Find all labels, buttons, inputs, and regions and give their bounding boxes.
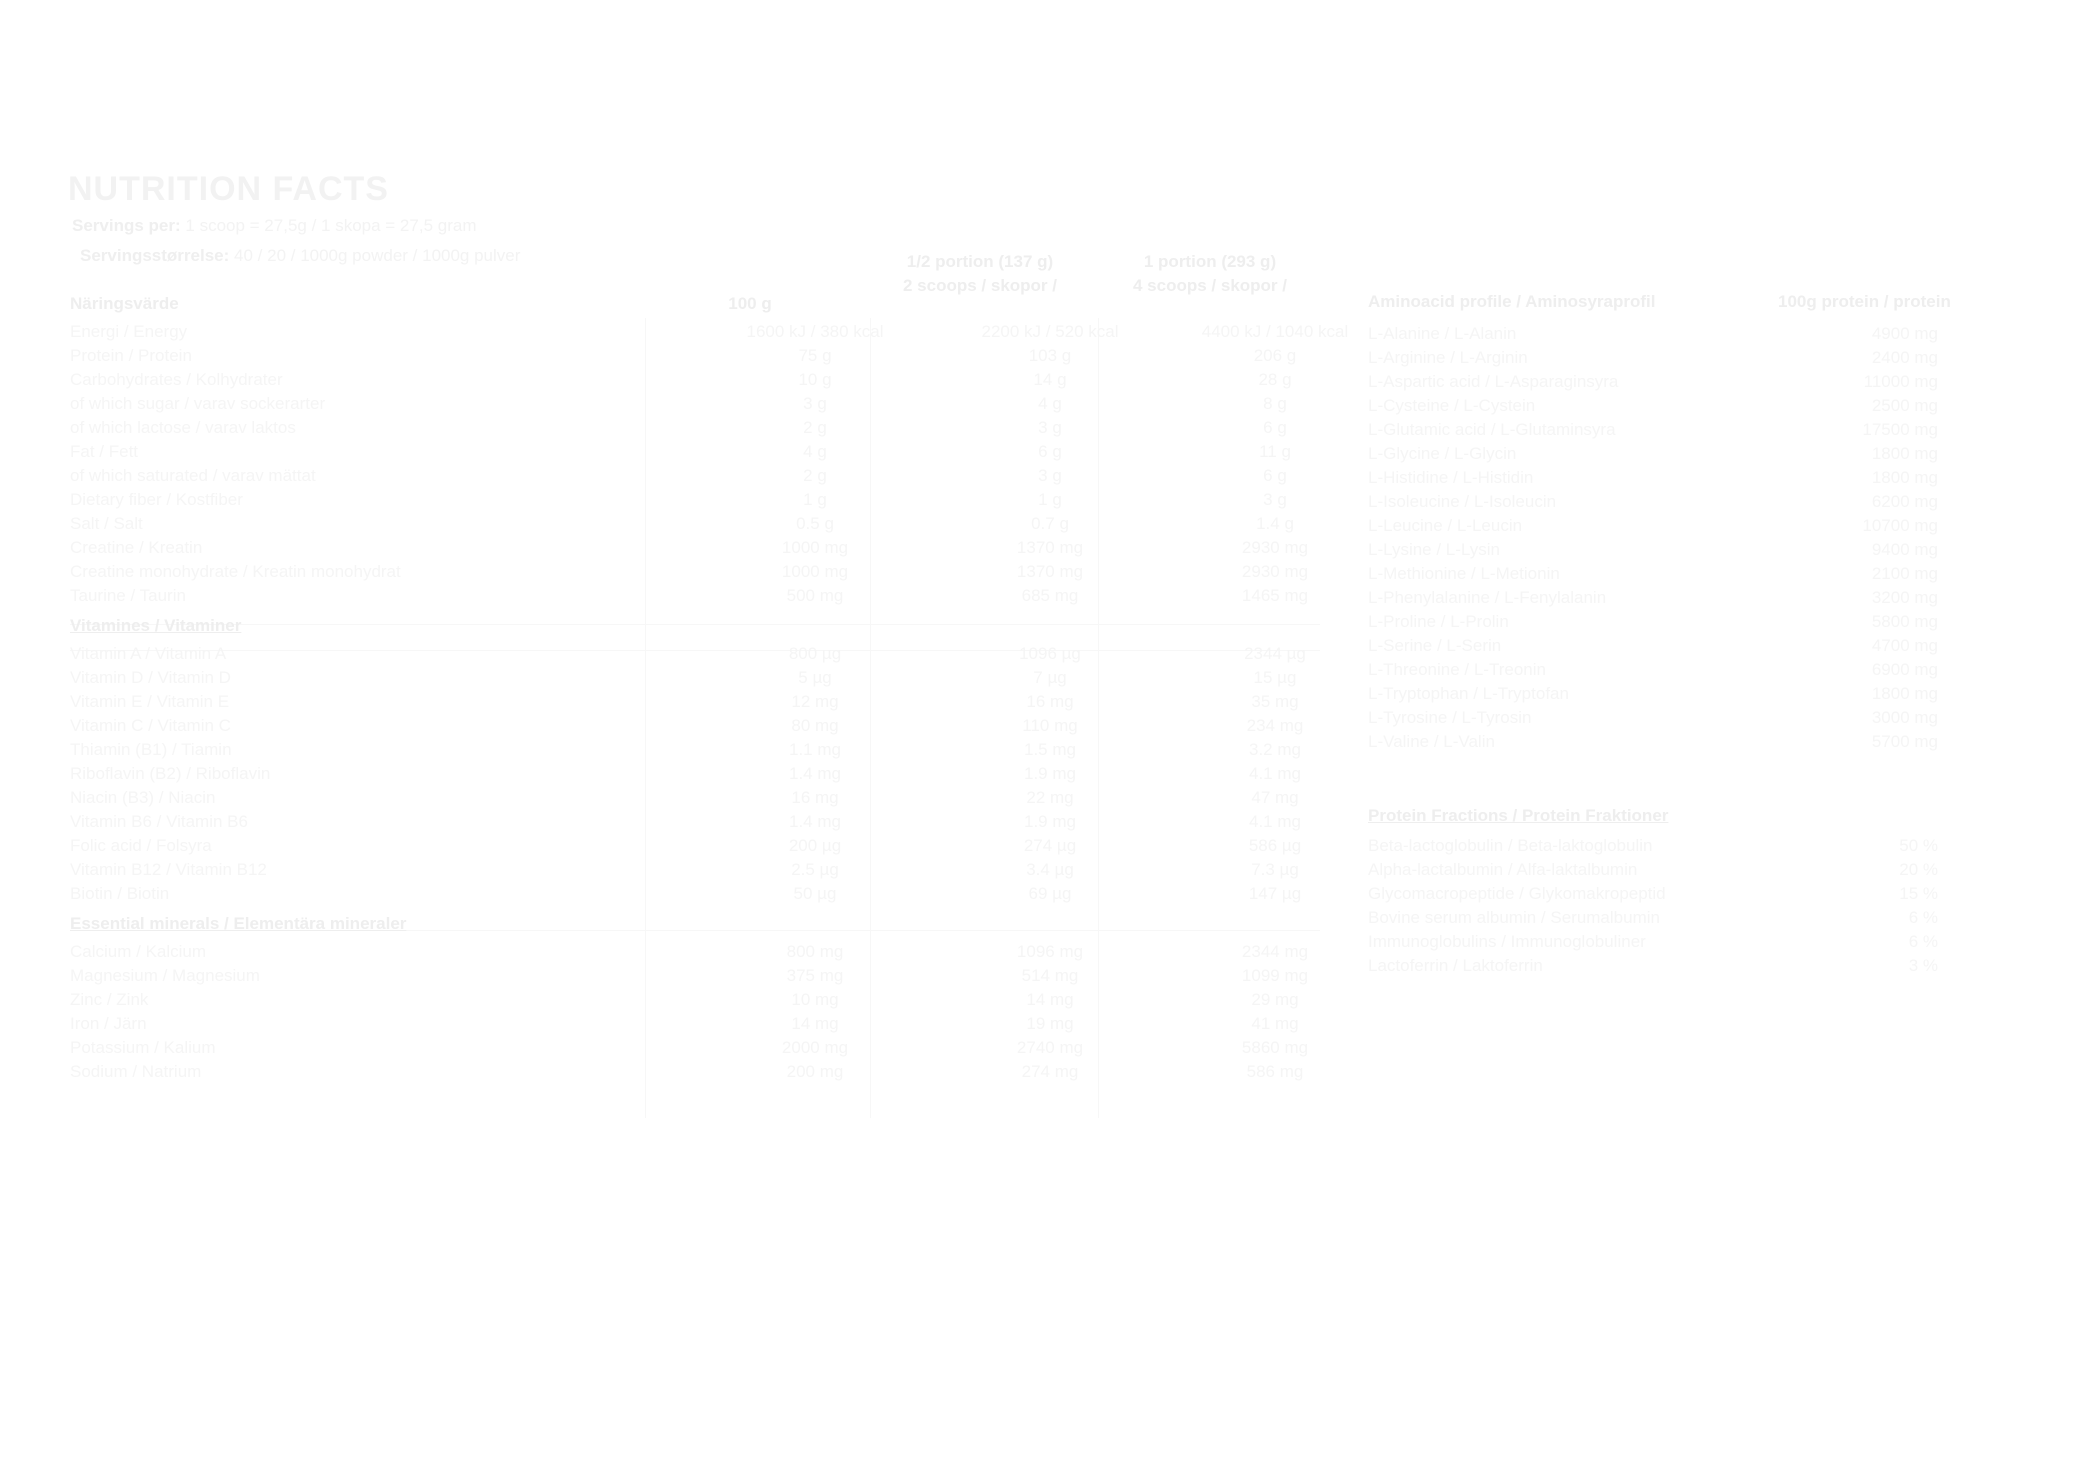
serving-count-value: 40 / 20 / 1000g powder / 1000g pulver xyxy=(234,246,521,265)
full-portion-value: 1099 mg xyxy=(1241,966,1309,985)
fraction-row xyxy=(1368,882,1938,906)
full-portion-value: 586 mg xyxy=(1246,1062,1304,1081)
full-portion-value: 1465 mg xyxy=(1241,586,1309,605)
amino-label: L-Serine / L-Serin xyxy=(1368,636,1502,655)
full-portion-value: 586 µg xyxy=(1248,836,1302,855)
amino-value: 9400 mg xyxy=(1871,540,1938,559)
amino-row xyxy=(1368,682,1938,706)
amino-column-header: 100g protein / protein xyxy=(1778,292,1951,311)
label: Thiamin (B1) / Tiamin xyxy=(70,740,232,759)
fraction-label: Lactoferrin / Laktoferrin xyxy=(1368,956,1543,975)
half-portion-value: 2740 mg xyxy=(1016,1038,1084,1057)
label: Vitamin A / Vitamin A xyxy=(70,644,227,663)
per100-value: 14 mg xyxy=(791,1014,839,1033)
half-portion-value: 69 µg xyxy=(1028,884,1072,903)
amino-label: L-Lysine / L-Lysin xyxy=(1368,540,1500,559)
amino-row xyxy=(1368,658,1938,682)
amino-label: L-Valine / L-Valin xyxy=(1368,732,1495,751)
full-portion-value: 6 g xyxy=(1263,466,1287,485)
nutrient-header: Näringsvärde xyxy=(70,294,179,313)
half-portion-value: 2200 kJ / 520 kcal xyxy=(981,322,1119,341)
serving-size xyxy=(72,216,476,236)
label: Salt / Salt xyxy=(70,514,143,533)
amino-value: 2100 mg xyxy=(1871,564,1938,583)
fraction-row xyxy=(1368,954,1938,978)
amino-label: L-Alanine / L-Alanin xyxy=(1368,324,1517,343)
per100-value: 1000 mg xyxy=(781,538,849,557)
label: Vitamin E / Vitamin E xyxy=(70,692,230,711)
amino-row xyxy=(1368,706,1938,730)
amino-label: L-Glycine / L-Glycin xyxy=(1368,444,1517,463)
half-portion-value: 3.4 µg xyxy=(1026,860,1074,879)
half-portion-value: 1.5 mg xyxy=(1024,740,1076,759)
full-portion-value: 2344 mg xyxy=(1241,942,1309,961)
amino-value: 3200 mg xyxy=(1871,588,1938,607)
label: Calcium / Kalcium xyxy=(70,942,207,961)
half-portion-value: 514 mg xyxy=(1021,966,1079,985)
full-portion-value: 2930 mg xyxy=(1241,562,1309,581)
amino-row xyxy=(1368,346,1938,370)
half-portion-value: 1370 mg xyxy=(1016,538,1084,557)
amino-value: 4700 mg xyxy=(1871,636,1938,655)
fraction-row xyxy=(1368,834,1938,858)
amino-row xyxy=(1368,322,1938,346)
label: Vitamin D / Vitamin D xyxy=(70,668,231,687)
amino-header: Aminoacid profile / Aminosyraprofil xyxy=(1368,292,1656,311)
half-portion-value: 19 mg xyxy=(1026,1014,1074,1033)
amino-value: 6200 mg xyxy=(1871,492,1938,511)
per100-value: 375 mg xyxy=(786,966,844,985)
half-portion-subtitle: 2 scoops / skopor / xyxy=(903,276,1057,295)
per100-value: 2 g xyxy=(803,466,827,485)
per100-value: 1600 kJ / 380 kcal xyxy=(746,322,884,341)
full-portion-value: 1.4 g xyxy=(1256,514,1294,533)
amino-row xyxy=(1368,730,1938,754)
full-portion-value: 8 g xyxy=(1263,394,1287,413)
divider xyxy=(70,624,1320,625)
full-portion-value: 147 µg xyxy=(1248,884,1302,903)
half-portion-value: 6 g xyxy=(1038,442,1062,461)
fraction-value: 6 % xyxy=(1908,932,1938,951)
amino-value: 5700 mg xyxy=(1871,732,1938,751)
half-portion-value: 1.9 mg xyxy=(1024,764,1076,783)
amino-label: L-Phenylalanine / L-Fenylalanin xyxy=(1368,588,1607,607)
per100-value: 12 mg xyxy=(791,692,839,711)
fraction-value: 15 % xyxy=(1899,884,1938,903)
per100-value: 2.5 µg xyxy=(791,860,839,879)
label: Vitamin B12 / Vitamin B12 xyxy=(70,860,267,879)
label: of which lactose / varav laktos xyxy=(70,418,296,437)
full-portion-value: 11 g xyxy=(1259,442,1291,461)
amino-value: 4900 mg xyxy=(1871,324,1938,343)
half-portion-value: 1 g xyxy=(1038,490,1062,509)
amino-row xyxy=(1368,562,1938,586)
amino-value: 17500 mg xyxy=(1862,420,1938,439)
per100-value: 2 g xyxy=(803,418,827,437)
full-portion-value: 3.2 mg xyxy=(1249,740,1301,759)
full-portion-value: 41 mg xyxy=(1251,1014,1299,1033)
amino-label: L-Cysteine / L-Cystein xyxy=(1368,396,1536,415)
vitamins-section-title: Vitamines / Vitaminer xyxy=(70,616,242,635)
fraction-value: 50 % xyxy=(1899,836,1938,855)
half-portion-value: 3 g xyxy=(1038,418,1062,437)
half-portion-value: 1096 mg xyxy=(1016,942,1084,961)
label: Creatine monohydrate / Kreatin monohydrat xyxy=(70,562,401,581)
fraction-row xyxy=(1368,858,1938,882)
per100-value: 2000 mg xyxy=(781,1038,849,1057)
full-portion-value: 6 g xyxy=(1263,418,1287,437)
amino-row xyxy=(1368,466,1938,490)
half-portion-value: 1096 µg xyxy=(1019,644,1081,663)
per100-value: 1000 mg xyxy=(781,562,849,581)
fraction-label: Immunoglobulins / Immunoglobuliner xyxy=(1368,932,1646,951)
label: Fat / Fett xyxy=(70,442,139,461)
full-portion-title: 1 portion (293 g) xyxy=(1143,252,1277,271)
amino-row xyxy=(1368,514,1938,538)
half-portion-value: 22 mg xyxy=(1026,788,1074,807)
fraction-value: 3 % xyxy=(1908,956,1938,975)
fraction-row xyxy=(1368,930,1938,954)
per100-value: 50 µg xyxy=(793,884,837,903)
label: Biotin / Biotin xyxy=(70,884,170,903)
full-portion-value: 2930 mg xyxy=(1241,538,1309,557)
half-portion-value: 274 µg xyxy=(1023,836,1077,855)
full-portion-value: 4400 kJ / 1040 kcal xyxy=(1201,322,1349,341)
amino-label: L-Glutamic acid / L-Glutaminsyra xyxy=(1368,420,1616,439)
page-title: NUTRITION FACTS xyxy=(68,170,389,208)
amino-value: 11000 mg xyxy=(1863,372,1938,391)
per100-value: 1.1 mg xyxy=(789,740,841,759)
label: Vitamin B6 / Vitamin B6 xyxy=(70,812,248,831)
amino-row xyxy=(1368,394,1938,418)
amino-row xyxy=(1368,442,1938,466)
per100-header: 100 g xyxy=(728,294,772,313)
amino-value: 1800 mg xyxy=(1871,444,1938,463)
label: of which saturated / varav mättat xyxy=(70,466,316,485)
half-portion-header xyxy=(860,250,1100,298)
amino-label: L-Threonine / L-Treonin xyxy=(1368,660,1546,679)
serving-size-label: Servings per: xyxy=(72,216,181,235)
label: Riboflavin (B2) / Riboflavin xyxy=(70,764,271,783)
amino-label: L-Isoleucine / L-Isoleucin xyxy=(1368,492,1557,511)
half-portion-value: 1370 mg xyxy=(1016,562,1084,581)
serving-size-value: 1 scoop = 27,5g / 1 skopa = 27,5 gram xyxy=(185,216,477,235)
amino-label: L-Tyrosine / L-Tyrosin xyxy=(1368,708,1532,727)
amino-value: 3000 mg xyxy=(1871,708,1938,727)
amino-row xyxy=(1368,634,1938,658)
per100-value: 800 mg xyxy=(786,942,844,961)
label: Energi / Energy xyxy=(70,322,188,341)
serving-count xyxy=(80,246,520,266)
per100-value: 200 µg xyxy=(788,836,842,855)
half-portion-title: 1/2 portion (137 g) xyxy=(906,252,1054,271)
label: Carbohydrates / Kolhydrater xyxy=(70,370,283,389)
half-portion-value: 110 mg xyxy=(1022,716,1078,735)
amino-value: 1800 mg xyxy=(1871,684,1938,703)
half-portion-value: 14 g xyxy=(1033,370,1067,389)
amino-label: L-Arginine / L-Arginin xyxy=(1368,348,1528,367)
half-portion-value: 16 mg xyxy=(1026,692,1074,711)
per100-value: 80 mg xyxy=(791,716,839,735)
full-portion-value: 234 mg xyxy=(1246,716,1304,735)
fraction-value: 6 % xyxy=(1908,908,1938,927)
amino-label: L-Methionine / L-Metionin xyxy=(1368,564,1560,583)
fraction-value: 20 % xyxy=(1899,860,1938,879)
label: Vitamin C / Vitamin C xyxy=(70,716,231,735)
amino-row xyxy=(1368,610,1938,634)
amino-row xyxy=(1368,538,1938,562)
amino-row xyxy=(1368,586,1938,610)
full-portion-value: 4.1 mg xyxy=(1249,764,1301,783)
label: Sodium / Natrium xyxy=(70,1062,202,1081)
fraction-label: Glycomacropeptide / Glykomakropeptid xyxy=(1368,884,1666,903)
full-portion-value: 5860 mg xyxy=(1241,1038,1309,1057)
half-portion-value: 7 µg xyxy=(1033,668,1067,687)
fraction-label: Alpha-lactalbumin / Alfa-laktalbumin xyxy=(1368,860,1638,879)
amino-row xyxy=(1368,418,1938,442)
amino-row xyxy=(1368,490,1938,514)
amino-value: 6900 mg xyxy=(1871,660,1938,679)
per100-value: 800 µg xyxy=(788,644,842,663)
amino-value: 2500 mg xyxy=(1871,396,1938,415)
divider xyxy=(645,318,646,1118)
amino-value: 5800 mg xyxy=(1871,612,1938,631)
label: Magnesium / Magnesium xyxy=(70,966,260,985)
label: Protein / Protein xyxy=(70,346,192,365)
amino-value: 10700 mg xyxy=(1862,516,1938,535)
full-portion-subtitle: 4 scoops / skopor / xyxy=(1133,276,1287,295)
full-portion-value: 4.1 mg xyxy=(1249,812,1301,831)
per100-value: 75 g xyxy=(798,346,832,365)
label: Creatine / Kreatin xyxy=(70,538,203,557)
fractions-header: Protein Fractions / Protein Fraktioner xyxy=(1368,806,1669,825)
per100-value: 200 mg xyxy=(786,1062,844,1081)
full-portion-value: 35 mg xyxy=(1251,692,1299,711)
half-portion-value: 0.7 g xyxy=(1031,514,1069,533)
label: Dietary fiber / Kostfiber xyxy=(70,490,243,509)
amino-value: 2400 mg xyxy=(1871,348,1938,367)
per100-value: 0.5 g xyxy=(796,514,834,533)
label: Taurine / Taurin xyxy=(70,586,186,605)
label: of which sugar / varav sockerarter xyxy=(70,394,326,413)
serving-count-label: Servingsstørrelse: xyxy=(80,246,230,265)
amino-value: 1800 mg xyxy=(1871,468,1938,487)
label: Folic acid / Folsyra xyxy=(70,836,212,855)
amino-label: L-Histidine / L-Histidin xyxy=(1368,468,1534,487)
per100-value: 1.4 mg xyxy=(789,812,841,831)
half-portion-value: 4 g xyxy=(1038,394,1062,413)
half-portion-value: 274 mg xyxy=(1021,1062,1079,1081)
half-portion-value: 1.9 mg xyxy=(1024,812,1076,831)
per100-value: 5 µg xyxy=(798,668,832,687)
full-portion-value: 3 g xyxy=(1263,490,1287,509)
full-portion-header xyxy=(1090,250,1330,298)
full-portion-value: 29 mg xyxy=(1251,990,1299,1009)
full-portion-value: 15 µg xyxy=(1253,668,1297,687)
per100-value: 16 mg xyxy=(791,788,839,807)
full-portion-value: 28 g xyxy=(1258,370,1292,389)
half-portion-value: 14 mg xyxy=(1026,990,1074,1009)
per100-value: 10 mg xyxy=(791,990,839,1009)
label: Iron / Järn xyxy=(70,1014,147,1033)
fraction-label: Bovine serum albumin / Serumalbumin xyxy=(1368,908,1660,927)
amino-label: L-Leucine / L-Leucin xyxy=(1368,516,1523,535)
fraction-label: Beta-lactoglobulin / Beta-laktoglobulin xyxy=(1368,836,1653,855)
full-portion-value: 47 mg xyxy=(1251,788,1299,807)
amino-label: L-Tryptophan / L-Tryptofan xyxy=(1368,684,1569,703)
half-portion-value: 103 g xyxy=(1028,346,1072,365)
per100-value: 500 mg xyxy=(786,586,844,605)
per100-value: 4 g xyxy=(803,442,827,461)
per100-value: 1 g xyxy=(803,490,827,509)
half-portion-value: 685 mg xyxy=(1021,586,1079,605)
per100-value: 3 g xyxy=(803,394,827,413)
label: Potassium / Kalium xyxy=(70,1038,216,1057)
per100-value: 1.4 mg xyxy=(789,764,841,783)
fraction-row xyxy=(1368,906,1938,930)
label: Zinc / Zink xyxy=(70,990,149,1009)
amino-label: L-Aspartic acid / L-Asparaginsyra xyxy=(1368,372,1619,391)
full-portion-value: 206 g xyxy=(1253,346,1297,365)
amino-label: L-Proline / L-Prolin xyxy=(1368,612,1509,631)
per100-value: 10 g xyxy=(798,370,832,389)
amino-row xyxy=(1368,370,1938,394)
minerals-section-title: Essential minerals / Elementära mineraler xyxy=(70,914,407,933)
half-portion-value: 3 g xyxy=(1038,466,1062,485)
full-portion-value: 7.3 µg xyxy=(1251,860,1299,879)
full-portion-value: 2344 µg xyxy=(1244,644,1306,663)
label: Niacin (B3) / Niacin xyxy=(70,788,216,807)
